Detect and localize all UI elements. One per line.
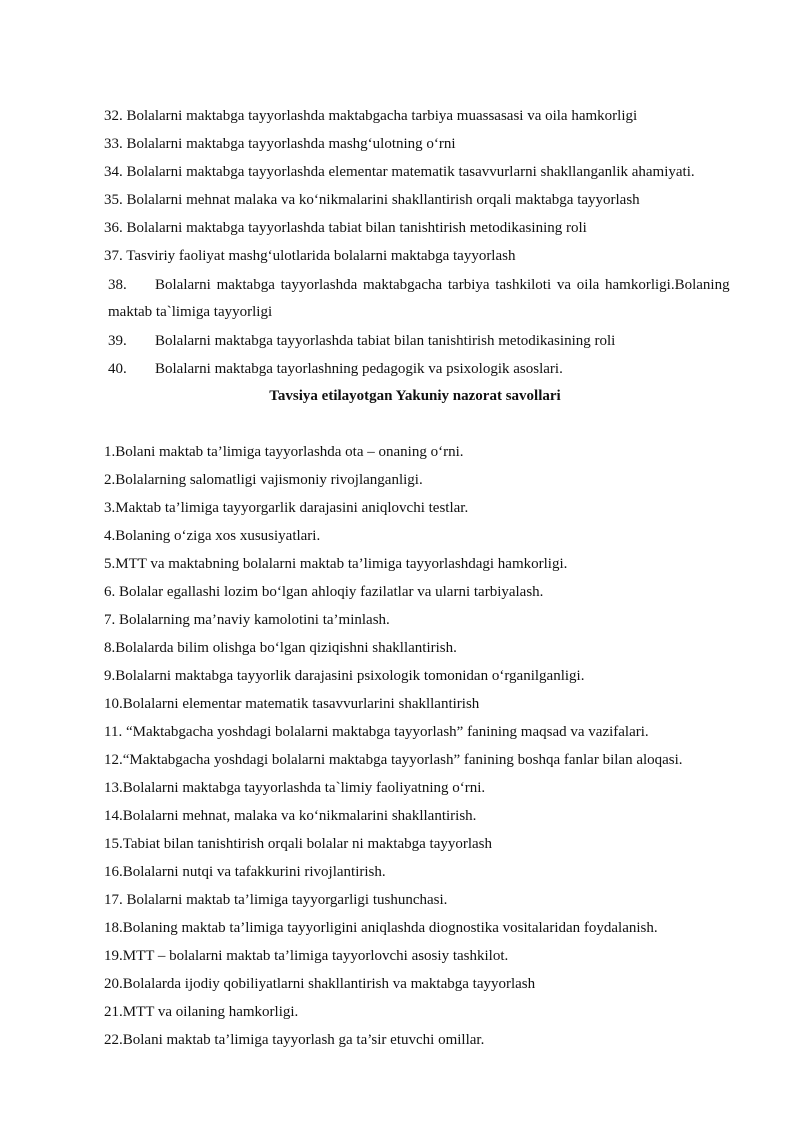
list-item <box>104 360 780 378</box>
list-item: 7. Bolalarning ma’naviy kamolotini ta’minlash. <box>104 612 390 628</box>
list-item-number: 40. <box>108 361 127 377</box>
list-item: 10.Bolalarni elementar matematik tasavvurlarini shakllantirish <box>104 696 480 712</box>
list-item: 37. Tasviriy faoliyat mashg‘ulotlarida bolalarni maktabga tayyorlash <box>104 248 516 264</box>
list-item: 17. Bolalarni maktab ta’limiga tayyorgarligi tushunchasi. <box>104 892 448 908</box>
list-item-number: 38. <box>108 277 127 293</box>
list-item: 15.Tabiat bilan tanishtirish orqali bolalar ni maktabga tayyorlash <box>104 836 493 852</box>
list-item-text: Bolalarni maktabga tayorlashning pedagogik va psixologik asoslari. <box>155 361 563 377</box>
list-item: 35. Bolalarni mehnat malaka va ko‘nikmalarini shakllantirish orqali maktabga tayyorlash <box>104 192 640 208</box>
list-item: 21.MTT va oilaning hamkorligi. <box>104 1004 299 1020</box>
list-item: 19.MTT – bolalarni maktab ta’limiga tayyorlovchi asosiy tashkilot. <box>104 948 509 964</box>
list-item: 4.Bolaning o‘ziga xos xususiyatlari. <box>104 528 321 544</box>
list-item <box>104 276 780 321</box>
list-item: 34. Bolalarni maktabga tayyorlashda elementar matematik tasavvurlarni shakllanganlik ahamiyati. <box>104 164 695 180</box>
list-item-number: 39. <box>108 333 127 349</box>
list-item: 6. Bolalar egallashi lozim bo‘lgan ahloqiy fazilatlar va ularni tarbiyalash. <box>104 584 544 600</box>
list-item <box>104 332 780 350</box>
list-item: 3.Maktab ta’limiga tayyorgarlik darajasini aniqlovchi testlar. <box>104 500 469 516</box>
list-item: 18.Bolaning maktab ta’limiga tayyorligini aniqlashda diognostika vositalaridan foydalanish. <box>104 920 658 936</box>
list-item: 9.Bolalarni maktabga tayyorlik darajasini psixologik tomonidan o‘rganilganligi. <box>104 668 585 684</box>
list-item-text: Bolalarni maktabga tayyorlashda tabiat bilan tanishtirish metodikasining roli <box>155 333 616 349</box>
list-item: 22.Bolani maktab ta’limiga tayyorlash ga ta’sir etuvchi omillar. <box>104 1032 485 1048</box>
list-item: 1.Bolani maktab ta’limiga tayyorlashda ota – onaning o‘rni. <box>104 444 464 460</box>
list-item: 5.MTT va maktabning bolalarni maktab ta’limiga tayyorlashdagi hamkorligi. <box>104 556 568 572</box>
list-item: 36. Bolalarni maktabga tayyorlashda tabiat bilan tanishtirish metodikasining roli <box>104 220 587 236</box>
list-item: 14.Bolalarni mehnat, malaka va ko‘nikmalarini shakllantirish. <box>104 808 477 824</box>
list-item: 16.Bolalarni nutqi va tafakkurini rivojlantirish. <box>104 864 386 880</box>
list-item-continuation: maktab ta`limiga tayyorligi <box>108 304 273 320</box>
list-item: 8.Bolalarda bilim olishga bo‘lgan qiziqishni shakllantirish. <box>104 640 457 656</box>
list-item: 13.Bolalarni maktabga tayyorlashda ta`limiy faoliyatning o‘rni. <box>104 780 486 796</box>
list-item-text: Bolalarni maktabga tayyorlashda maktabgacha tarbiya tashkiloti va oila hamkorligi.Bolaning <box>155 277 730 293</box>
list-item: 11. “Maktabgacha yoshdagi bolalarni maktabga tayyorlash” fanining maqsad va vazifalari. <box>104 724 649 740</box>
list-item: 20.Bolalarda ijodiy qobiliyatlarni shakllantirish va maktabga tayyorlash <box>104 976 536 992</box>
list-item: 32. Bolalarni maktabga tayyorlashda maktabgacha tarbiya muassasasi va oila hamkorligi <box>104 108 638 124</box>
list-item: 12.“Maktabgacha yoshdagi bolalarni maktabga tayyorlash” fanining boshqa fanlar bilan aloqasi. <box>104 752 683 768</box>
list-item: 33. Bolalarni maktabga tayyorlashda mashg‘ulotning o‘rni <box>104 136 456 152</box>
list-item: 2.Bolalarning salomatligi vajismoniy rivojlanganligi. <box>104 472 423 488</box>
section-heading: Tavsiya etilayotgan Yakuniy nazorat savollari <box>269 388 561 404</box>
